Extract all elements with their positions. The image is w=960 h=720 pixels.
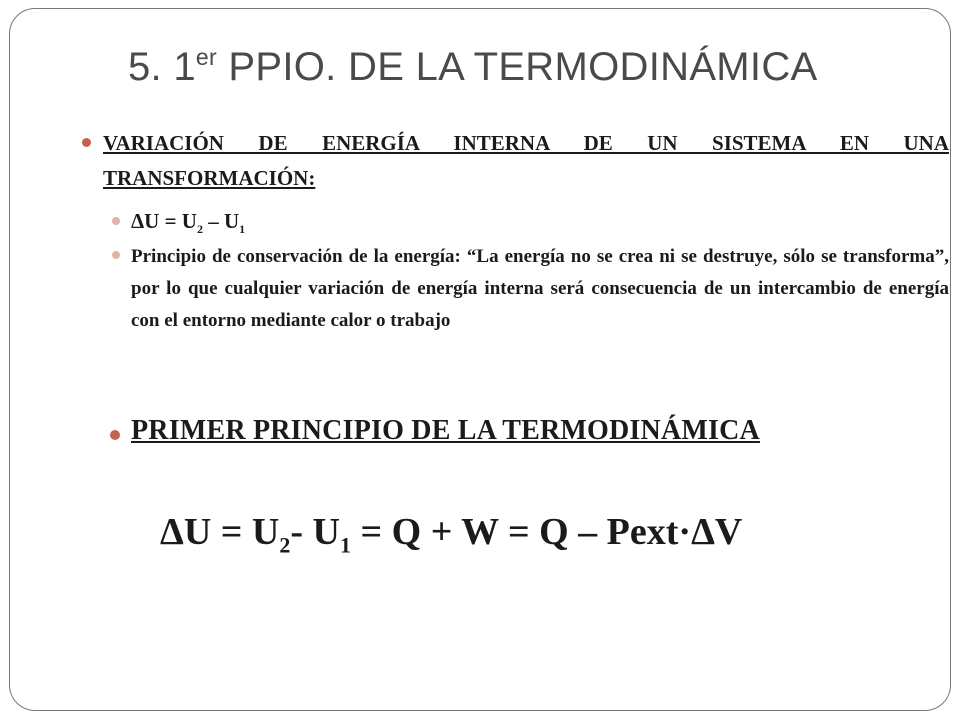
slide-title — [128, 44, 818, 90]
sub-bullet-icon — [112, 251, 120, 259]
sub-bullet-icon — [112, 217, 120, 225]
eq-sub-1: 1 — [239, 222, 246, 237]
big-eq-sub-1: 1 — [339, 532, 351, 558]
big-eq-part3: = Q + W = Q – Pext·ΔV — [350, 511, 743, 553]
title-text: PPIO. DE LA TERMODINÁMICA — [216, 45, 818, 89]
conservation-principle-text: Principio de conservación de la energía: “La energía no se crea ni se destruye, sólo se transforma”, por lo que cualquier variación de energía interna será consecuencia de un intercambio de energía con el entorno mediante calor o trabajo — [131, 246, 949, 331]
bullet1-line2: TRANSFORMACIÓN: — [103, 166, 316, 190]
first-principle-heading: PRIMER PRINCIPIO DE LA TERMODINÁMICA — [131, 415, 760, 446]
internal-energy-equation — [131, 209, 245, 237]
big-eq-part1: ΔU = U — [160, 511, 280, 553]
eq-lhs: ΔU = U — [131, 209, 197, 233]
first-law-equation — [160, 510, 742, 559]
title-superscript: er — [195, 44, 217, 70]
bullet-icon — [82, 138, 91, 147]
title-number: 5. 1 — [128, 45, 196, 89]
bullet1-line1: VARIACIÓN DE ENERGÍA INTERNA DE UN SISTEMA EN UNA — [103, 131, 949, 155]
bullet-icon — [110, 430, 120, 440]
eq-sub-2: 2 — [196, 222, 203, 237]
eq-mid: – U — [202, 209, 240, 233]
big-eq-part2: - U — [290, 511, 340, 553]
slide-frame — [9, 8, 951, 711]
big-eq-sub-2: 2 — [279, 532, 291, 558]
